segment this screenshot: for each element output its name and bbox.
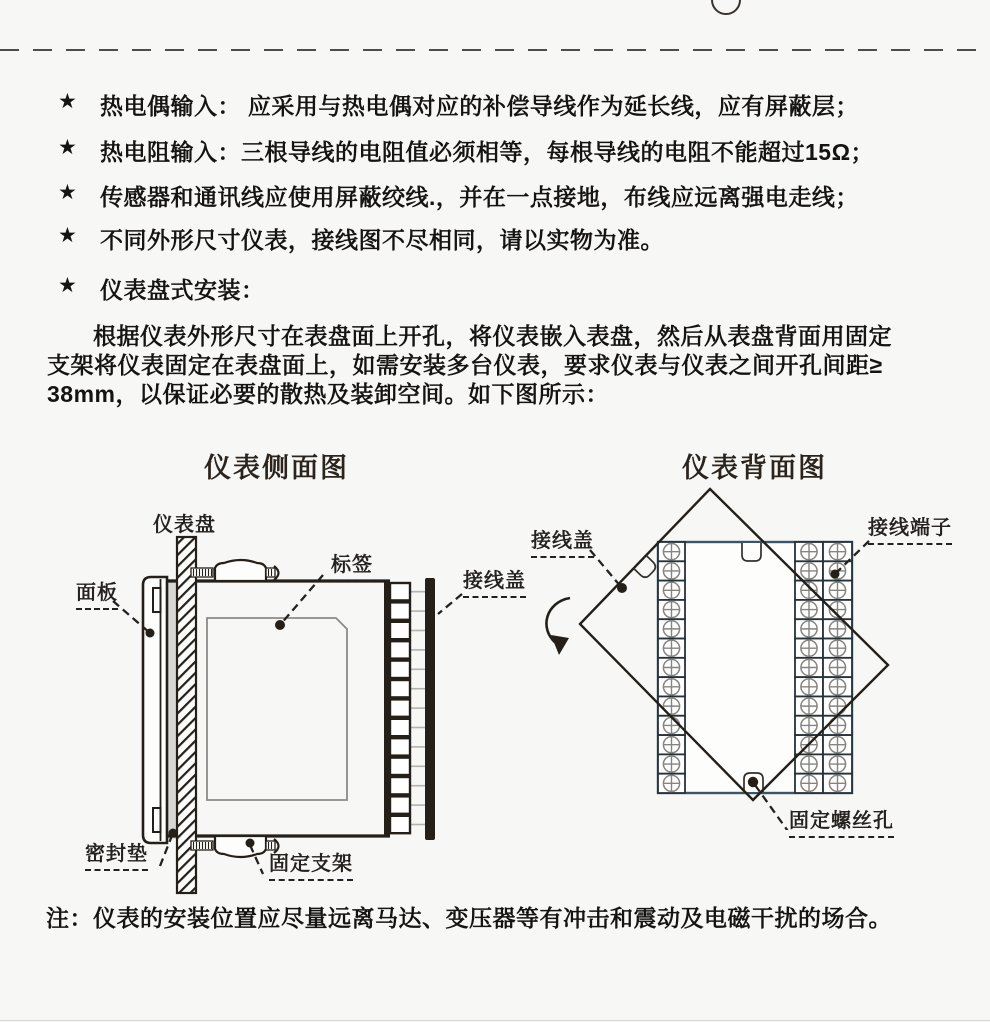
mounting-panel-hatch [177, 537, 196, 893]
bullet-shielded-wire [58, 179, 859, 212]
label-mounting-bracket: 固定支架 [269, 847, 353, 881]
bullet-text: 不同外形尺寸仪表，接线图不尽相同，请以实物为准。 [100, 227, 664, 253]
back-view-title: 仪表背面图 [682, 453, 827, 483]
mounting-instructions [47, 322, 949, 409]
installation-note: 注：仪表的安装位置应尽量远离马达、变压器等有冲击和震动及电磁干扰的场合。 [46, 905, 892, 931]
rotation-arrow [546, 598, 570, 655]
terminal-ladder [390, 583, 426, 833]
bullet-rtd [58, 134, 874, 167]
screw-threads [191, 568, 275, 850]
sticker-outline [207, 618, 347, 800]
terminal-cover-bar [425, 578, 435, 840]
label-terminal-cover-back: 接线盖 [531, 524, 594, 558]
bullet-text: 仪表盘式安装： [100, 277, 265, 303]
dashed-separator [0, 49, 990, 51]
front-panel [143, 577, 167, 843]
label-terminal-block: 接线端子 [868, 511, 952, 545]
gasket-strip [167, 579, 177, 839]
label-fixing-screw-hole: 固定螺丝孔 [789, 804, 894, 838]
bottom-hairline [0, 1020, 990, 1021]
star-icon: ★ [58, 90, 78, 113]
bullet-text: 热电偶输入： 应采用与热电偶对应的补偿导线作为延长线，应有屏蔽层； [100, 93, 859, 119]
label-instrument-panel: 仪表盘 [153, 514, 216, 536]
side-view-title: 仪表侧面图 [204, 453, 349, 483]
label-terminal-cover-side: 接线盖 [463, 564, 526, 598]
label-front-panel: 面板 [76, 576, 118, 610]
top-notch [742, 543, 761, 561]
page-number-circle-fragment [711, 0, 741, 15]
star-icon: ★ [58, 224, 78, 247]
star-icon: ★ [58, 136, 78, 159]
bullet-panel-mount-heading [58, 272, 265, 305]
label-sticker: 标签 [331, 548, 373, 582]
paragraph-line: 38mm，以保证必要的散热及装卸空间。如下图所示： [47, 381, 609, 407]
bullet-dimensions [58, 222, 664, 255]
cover-notch [634, 556, 658, 580]
instrument-body [167, 581, 390, 836]
bullet-thermocouple [58, 88, 859, 121]
label-gasket: 密封垫 [85, 837, 148, 871]
bullet-text: 热电阻输入：三根导线的电阻值必须相等，每根导线的电阻不能超过15Ω； [100, 139, 875, 165]
bullet-text: 传感器和通讯线应使用屏蔽绞线.，并在一点接地，布线应远离强电走线； [100, 184, 859, 210]
side-view-diagram [55, 495, 535, 895]
paragraph-line: 根据仪表外形尺寸在表盘面上开孔，将仪表嵌入表盘，然后从表盘背面用固定 [93, 323, 892, 349]
paragraph-line: 支架将仪表固定在表盘面上，如需安装多台仪表，要求仪表与仪表之间开孔间距≥ [47, 352, 883, 378]
star-icon: ★ [58, 181, 78, 204]
star-icon: ★ [58, 274, 78, 297]
